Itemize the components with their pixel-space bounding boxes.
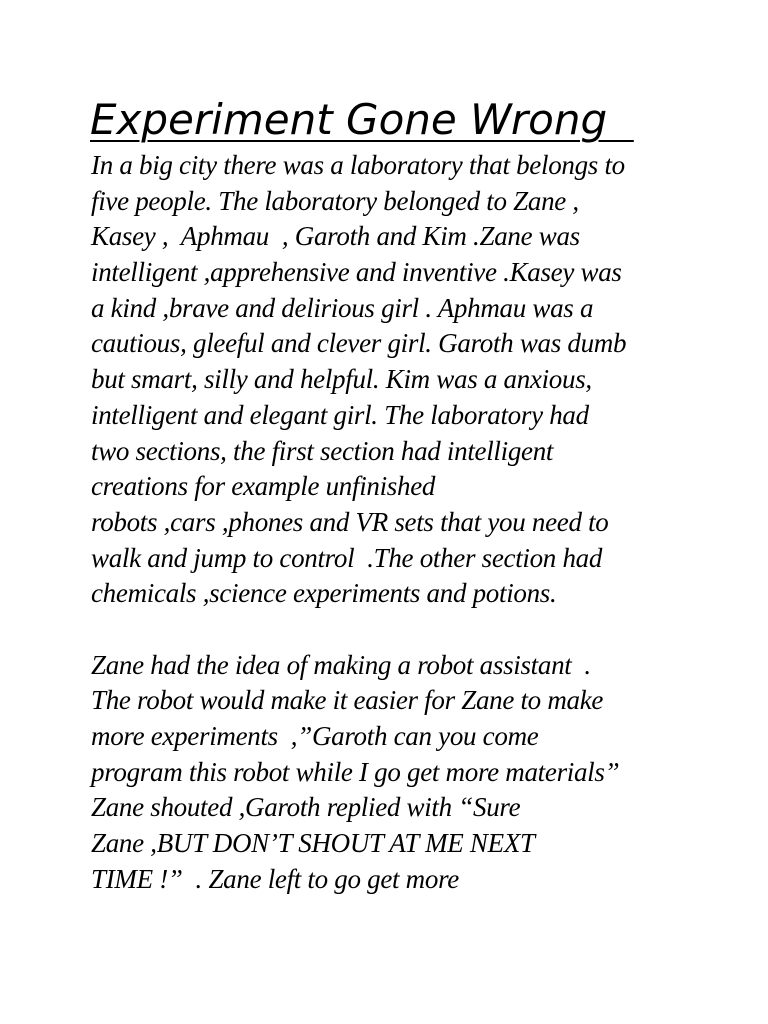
body-line: intelligent and elegant girl. The laboratory had (91, 399, 589, 430)
body-line: two sections, the first section had intelligent (91, 435, 554, 466)
document-body (91, 148, 711, 897)
blank-line (91, 612, 711, 648)
body-line: robots ,cars ,phones and VR sets that you need to (91, 506, 609, 537)
body-line: Kasey , Aphmau , Garoth and Kim .Zane was (91, 221, 580, 252)
document-title: Experiment Gone Wrong (90, 95, 634, 144)
body-line: Zane shouted ,Garoth replied with “Sure (91, 792, 521, 823)
body-line: TIME !” . Zane left to go get more (91, 863, 459, 894)
body-line: walk and jump to control .The other section had (91, 542, 603, 573)
body-line: intelligent ,apprehensive and inventive .Kasey was (91, 257, 622, 288)
body-line: Zane ,BUT DON’T SHOUT AT ME NEXT (91, 828, 535, 859)
body-line: a kind ,brave and delirious girl . Aphmau was a (91, 292, 594, 323)
body-line: In a big city there was a laboratory that belongs to (91, 150, 625, 180)
body-line: creations for example unfinished (91, 471, 436, 502)
body-line: cautious, gleeful and clever girl. Garoth was dumb (91, 328, 627, 359)
body-line: but smart, silly and helpful. Kim was a anxious, (91, 364, 592, 395)
body-line: five people. The laboratory belonged to Zane , (91, 185, 579, 216)
body-line: The robot would make it easier for Zane to make (91, 685, 604, 716)
body-line: chemicals ,science experiments and potions. (91, 578, 557, 609)
body-line: Zane had the idea of making a robot assistant . (91, 649, 591, 680)
body-line: more experiments ,”Garoth can you come (91, 721, 539, 751)
body-line: program this robot while I go get more materials” (91, 756, 620, 787)
